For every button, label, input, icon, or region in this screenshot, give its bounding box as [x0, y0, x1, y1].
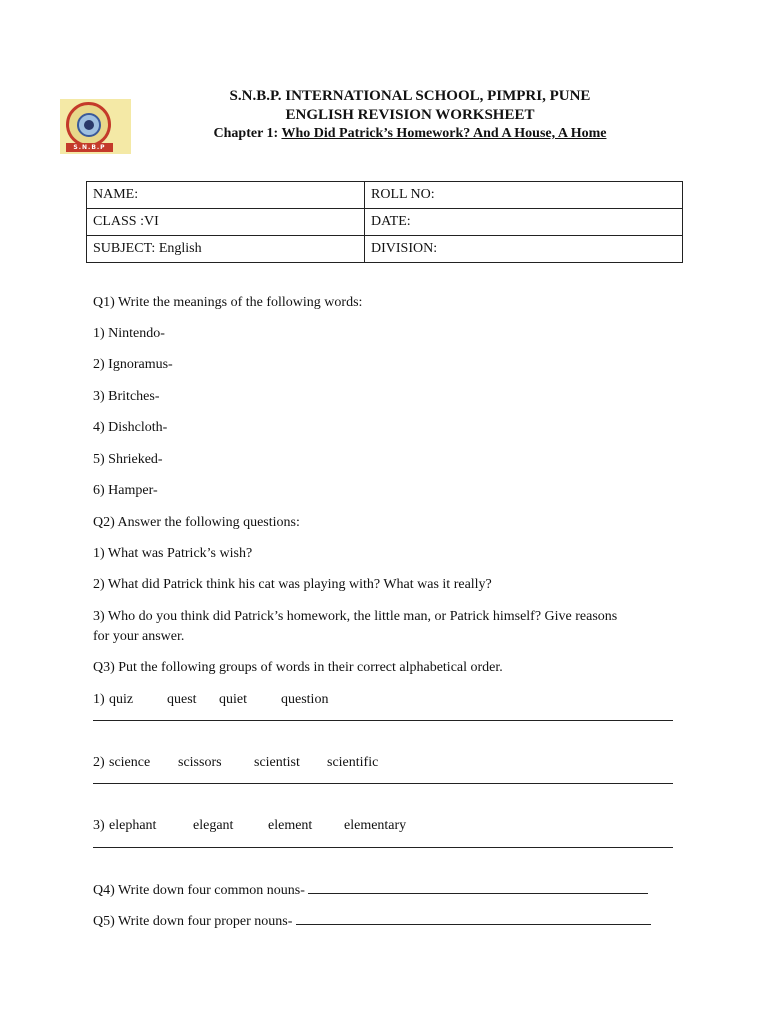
- roll-no-field: ROLL NO:: [365, 182, 683, 209]
- answer-line[interactable]: [93, 720, 673, 721]
- date-field: DATE:: [365, 209, 683, 236]
- q2-item: 2) What did Patrick think his cat was playing with? What was it really?: [93, 577, 492, 592]
- q3-word: element: [268, 818, 313, 833]
- q3-word: scientist: [254, 755, 300, 770]
- class-field: CLASS :VI: [87, 209, 365, 236]
- q2-prompt: Q2) Answer the following questions:: [93, 515, 300, 530]
- q3-word: science: [109, 755, 151, 770]
- subject-field: SUBJECT: English: [87, 236, 365, 263]
- q1-item: 2) Ignoramus-: [93, 357, 173, 372]
- division-field: DIVISION:: [365, 236, 683, 263]
- q3-prompt: Q3) Put the following groups of words in their correct alphabetical order.: [93, 660, 503, 675]
- q3-group-number: 1): [93, 692, 105, 707]
- chapter-heading: [120, 126, 700, 142]
- student-info-table: [86, 181, 683, 263]
- name-field: NAME:: [87, 182, 365, 209]
- q1-prompt: Q1) Write the meanings of the following words:: [93, 295, 363, 310]
- q3-word: elementary: [344, 818, 407, 833]
- q4-answer-line[interactable]: [308, 881, 648, 894]
- q1-item: 1) Nintendo-: [93, 326, 165, 341]
- q3-group-number: 2): [93, 755, 105, 770]
- chapter-label: Chapter 1:: [213, 126, 279, 141]
- table-row: [87, 182, 683, 209]
- q3-group-number: 3): [93, 818, 105, 833]
- school-name: S.N.B.P. INTERNATIONAL SCHOOL, PIMPRI, PUNE: [229, 88, 591, 104]
- answer-line[interactable]: [93, 847, 673, 848]
- seal-emblem-icon: [66, 102, 111, 147]
- q5-row: [93, 912, 651, 930]
- chapter-title: Who Did Patrick’s Homework? And A House, A Home: [281, 126, 607, 141]
- logo-banner: S.N.B.P: [66, 143, 113, 152]
- q3-word: quiz: [109, 692, 134, 707]
- worksheet-title: ENGLISH REVISION WORKSHEET: [285, 107, 535, 123]
- q4-prompt: Q4) Write down four common nouns-: [93, 883, 305, 898]
- q3-word: scientific: [327, 755, 379, 770]
- q3-word: question: [281, 692, 329, 707]
- table-row: [87, 236, 683, 263]
- q1-item: 6) Hamper-: [93, 483, 158, 498]
- q2-item: 1) What was Patrick’s wish?: [93, 546, 253, 561]
- q5-prompt: Q5) Write down four proper nouns-: [93, 914, 293, 929]
- q3-word: elephant: [109, 818, 157, 833]
- q5-answer-line[interactable]: [296, 912, 651, 925]
- q1-item: 4) Dishcloth-: [93, 420, 168, 435]
- answer-line[interactable]: [93, 783, 673, 784]
- q3-word: elegant: [193, 818, 234, 833]
- q3-word: quiet: [219, 692, 247, 707]
- q4-row: [93, 881, 648, 899]
- q3-word: scissors: [178, 755, 222, 770]
- q1-item: 3) Britches-: [93, 389, 160, 404]
- q1-item: 5) Shrieked-: [93, 452, 163, 467]
- q3-word: quest: [167, 692, 197, 707]
- q2-item: 3) Who do you think did Patrick’s homework, the little man, or Patrick himself? Give reasons: [93, 609, 618, 624]
- q2-item: for your answer.: [93, 629, 185, 644]
- table-row: [87, 209, 683, 236]
